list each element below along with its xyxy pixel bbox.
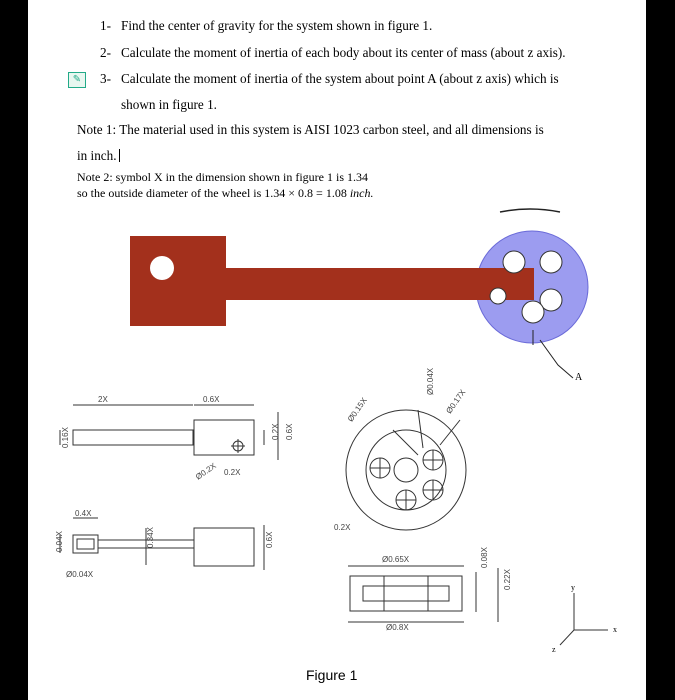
- figure-1-drawing: [28, 0, 646, 700]
- question-1-text: Find the center of gravity for the system shown in figure 1.: [121, 18, 433, 33]
- point-a-label: A: [575, 372, 583, 383]
- svg-text:0.08X: 0.08X: [480, 547, 489, 568]
- note-1-line-1: Note 1: The material used in this system is AISI 1023 carbon steel, and all dimensions is: [77, 122, 544, 137]
- arc-mark: [500, 209, 560, 212]
- front-view: [60, 405, 278, 460]
- wheel-hole: [540, 251, 562, 273]
- note-icon[interactable]: ✎: [68, 72, 86, 88]
- svg-text:0.22X: 0.22X: [503, 569, 512, 590]
- document-page: [28, 0, 646, 700]
- svg-text:0.16X: 0.16X: [61, 427, 70, 448]
- svg-text:Ø0.65X: Ø0.65X: [382, 555, 410, 564]
- wheel-section-view: [348, 566, 498, 622]
- svg-text:0.34X: 0.34X: [146, 527, 155, 548]
- svg-text:x: x: [613, 625, 617, 634]
- wheel-hole: [503, 251, 525, 273]
- svg-text:0.2X: 0.2X: [271, 423, 280, 440]
- figure-caption: Figure 1: [306, 667, 358, 683]
- question-3-number: 3-: [100, 71, 111, 86]
- arm-rod: [226, 268, 534, 300]
- block-hole: [150, 256, 174, 280]
- note-1-line-2[interactable]: in inch.: [77, 148, 120, 164]
- svg-text:Ø0.2X: Ø0.2X: [193, 461, 218, 482]
- svg-text:Ø0.04X: Ø0.04X: [426, 367, 435, 395]
- svg-text:Ø0.8X: Ø0.8X: [386, 623, 409, 632]
- svg-text:0.6X: 0.6X: [285, 423, 294, 440]
- svg-text:Ø0.04X: Ø0.04X: [66, 570, 94, 579]
- svg-text:Ø0.17X: Ø0.17X: [444, 387, 468, 416]
- question-3-text-cont: shown in figure 1.: [121, 97, 217, 112]
- svg-text:0.04X: 0.04X: [55, 531, 64, 552]
- svg-text:0.6X: 0.6X: [203, 395, 220, 404]
- svg-text:0.2X: 0.2X: [224, 468, 241, 477]
- wheel-hole: [522, 301, 544, 323]
- question-3-text: Calculate the moment of inertia of the system about point A (about z axis) which is: [121, 71, 559, 86]
- svg-text:z: z: [552, 645, 556, 654]
- svg-text:0.4X: 0.4X: [75, 509, 92, 518]
- svg-text:y: y: [571, 583, 575, 592]
- wheel-hole: [490, 288, 506, 304]
- svg-text:0.2X: 0.2X: [334, 523, 351, 532]
- svg-text:0.6X: 0.6X: [265, 531, 274, 548]
- note-2-line-1: Note 2: symbol X in the dimension shown in figure 1 is 1.34: [77, 170, 368, 184]
- svg-text:2X: 2X: [98, 395, 108, 404]
- question-2-text: Calculate the moment of inertia of each body about its center of mass (about z axis).: [121, 45, 566, 60]
- question-1-number: 1-: [100, 18, 111, 33]
- arm-block: [130, 236, 226, 326]
- question-2-number: 2-: [100, 45, 111, 60]
- note-2-line-2: so the outside diameter of the wheel is 1.34 × 0.8 = 1.08 inch.: [77, 186, 374, 200]
- wheel-front-view: [346, 410, 466, 530]
- top-view: [60, 518, 264, 570]
- svg-text:Ø0.15X: Ø0.15X: [345, 396, 369, 424]
- axes-indicator: [560, 593, 608, 645]
